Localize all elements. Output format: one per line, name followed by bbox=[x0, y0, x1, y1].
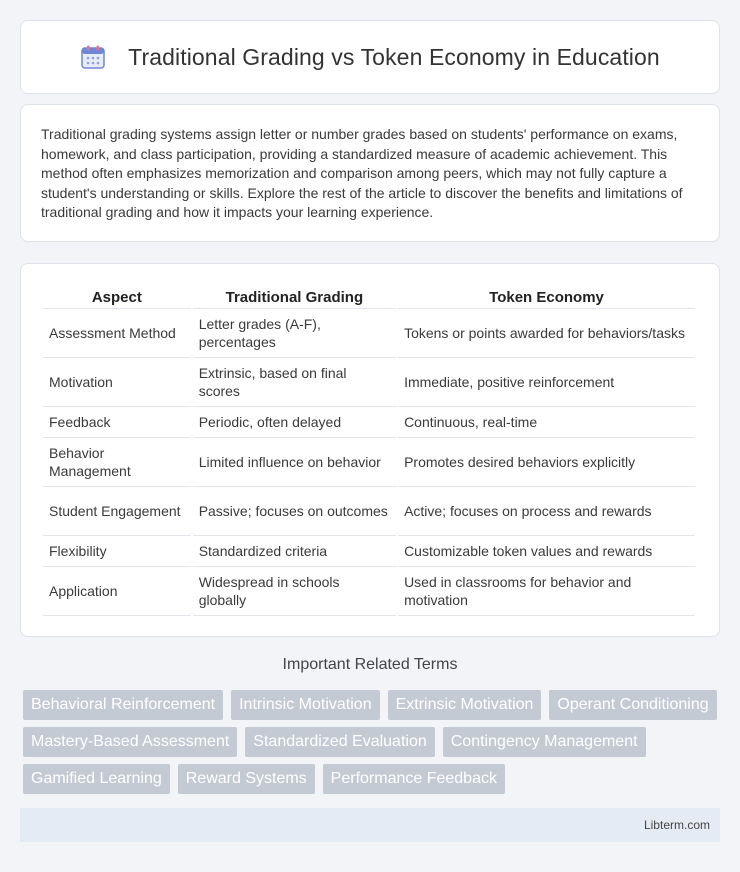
page-title: Traditional Grading vs Token Economy in Education bbox=[128, 43, 660, 70]
related-terms-tags bbox=[23, 690, 723, 801]
table-cell: Flexibility bbox=[43, 536, 191, 567]
table-row bbox=[43, 407, 695, 438]
intro-text: Traditional grading systems assign letter or number grades based on students' performance on exams, homework, and class participation, providing a standardized measure of academic achievement. This method often emphasizes memorization and comparison among peers, which may not fully capture a student's understanding or skills. Explore the rest of the article to discover the benefits and limitations of traditional grading and how it impacts your learning experience. bbox=[41, 126, 683, 221]
table-cell: Widespread in schools globally bbox=[193, 567, 396, 616]
table-row bbox=[43, 438, 695, 487]
table-cell: Motivation bbox=[43, 358, 191, 407]
table-row bbox=[43, 309, 695, 358]
table-row bbox=[43, 358, 695, 407]
table-cell: Immediate, positive reinforcement bbox=[398, 358, 695, 407]
table-cell: Feedback bbox=[43, 407, 191, 438]
table-header-row bbox=[43, 284, 695, 309]
table-row bbox=[43, 536, 695, 567]
table-row bbox=[43, 487, 695, 536]
related-terms-title: Important Related Terms bbox=[282, 656, 458, 673]
table-cell: Customizable token values and rewards bbox=[398, 536, 695, 567]
table-cell: Used in classrooms for behavior and motivation bbox=[398, 567, 695, 616]
table-cell: Active; focuses on process and rewards bbox=[398, 487, 695, 536]
tag-gamified-learning[interactable]: Gamified Learning bbox=[23, 764, 170, 794]
table-cell: Standardized criteria bbox=[193, 536, 396, 567]
table-row bbox=[43, 567, 695, 616]
tag-reward-systems[interactable]: Reward Systems bbox=[178, 764, 315, 794]
calendar-icon bbox=[80, 44, 106, 70]
tag-contingency-management[interactable]: Contingency Management bbox=[443, 727, 646, 757]
tag-intrinsic-motivation[interactable]: Intrinsic Motivation bbox=[231, 690, 380, 720]
tag-extrinsic-motivation[interactable]: Extrinsic Motivation bbox=[388, 690, 542, 720]
footer-site-link[interactable]: Libterm.com bbox=[643, 818, 710, 832]
header-traditional: Traditional Grading bbox=[193, 284, 396, 309]
table-cell: Assessment Method bbox=[43, 309, 191, 358]
table-cell: Student Engagement bbox=[43, 487, 191, 536]
tag-standardized-evaluation[interactable]: Standardized Evaluation bbox=[245, 727, 434, 757]
comparison-table bbox=[41, 284, 697, 616]
header-aspect: Aspect bbox=[43, 284, 191, 309]
tag-performance-feedback[interactable]: Performance Feedback bbox=[323, 764, 505, 794]
table-cell: Behavior Management bbox=[43, 438, 191, 487]
header-card bbox=[20, 20, 720, 94]
tag-mastery-based-assessment[interactable]: Mastery-Based Assessment bbox=[23, 727, 237, 757]
table-cell: Limited influence on behavior bbox=[193, 438, 396, 487]
table-cell: Periodic, often delayed bbox=[193, 407, 396, 438]
table-cell: Tokens or points awarded for behaviors/tasks bbox=[398, 309, 695, 358]
table-cell: Letter grades (A-F), percentages bbox=[193, 309, 396, 358]
header-token: Token Economy bbox=[398, 284, 695, 309]
intro-card bbox=[20, 104, 720, 242]
table-cell: Application bbox=[43, 567, 191, 616]
table-cell: Passive; focuses on outcomes bbox=[193, 487, 396, 536]
tag-behavioral-reinforcement[interactable]: Behavioral Reinforcement bbox=[23, 690, 223, 720]
table-cell: Promotes desired behaviors explicitly bbox=[398, 438, 695, 487]
table-cell: Continuous, real-time bbox=[398, 407, 695, 438]
tag-operant-conditioning[interactable]: Operant Conditioning bbox=[549, 690, 716, 720]
table-cell: Extrinsic, based on final scores bbox=[193, 358, 396, 407]
comparison-table-card bbox=[20, 263, 720, 637]
footer bbox=[20, 808, 720, 842]
